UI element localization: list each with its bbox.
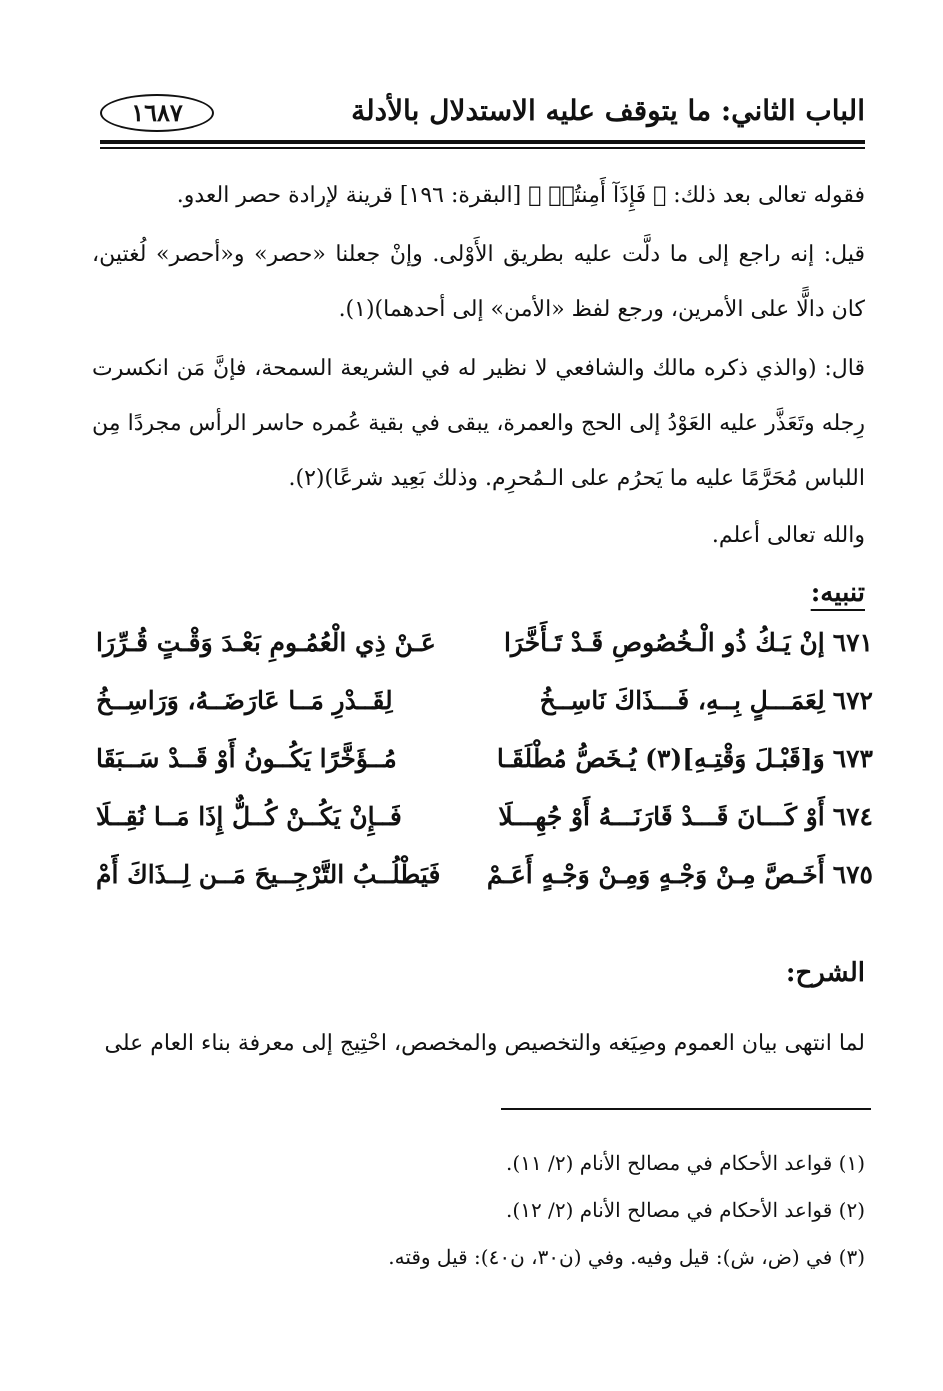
verse-second-hemistich: مُــؤَخَّرًا يَكُــونُ أَوْ قَــدْ سَــبَقَا (96, 744, 397, 773)
verse-first-hemistich (487, 860, 873, 889)
verse-number: ٦٧١ (832, 628, 873, 657)
header-rule-thin (100, 147, 865, 149)
verse-first-hemistich (498, 802, 873, 831)
verse-number: ٦٧٥ (832, 860, 873, 889)
verse-block (96, 628, 873, 918)
verse-number: ٦٧٢ (832, 686, 873, 715)
tanbih-heading: تنبيه: (810, 578, 865, 608)
verse-second-hemistich: فَــإِنْ يَكُــنْ كُــلٌّ إِذَا مَــا نُقِــلَا (96, 802, 402, 831)
paragraph: فقوله تعالى بعد ذلك: ﴿ فَإِذَآ أَمِنتُمۡ ﴾ [البقرة: ١٩٦] قرينة لإرادة حصر العدو. (176, 183, 865, 208)
verse-first-hemistich (540, 686, 873, 715)
hemistich-text: إنْ يَـكُ ذُو الْـخُصُوصِ قَـدْ تَـأَخَّرَا (503, 628, 825, 657)
closing-line: والله تعالى أعلم. (711, 523, 865, 548)
verse-first-hemistich (497, 744, 873, 773)
verse-second-hemistich: لِقَــدْرِ مَــا عَارَضَــهُ، وَرَاسِــخُ (96, 686, 393, 715)
footnote: (٣) في (ض، ش): قيل وفيه. وفي (ن٣٠، ن٤٠): قيل وقته. (388, 1245, 865, 1269)
verse-line (96, 686, 873, 744)
body-text (92, 168, 865, 563)
running-title: الباب الثاني: ما يتوقف عليه الاستدلال بالأدلة (351, 94, 865, 127)
verse-line (96, 860, 873, 918)
verse-number: ٦٧٤ (832, 802, 873, 831)
footnote: (٢) قواعد الأحكام في مصالح الأنام (٢/ ١٢). (506, 1198, 865, 1222)
page-header (100, 92, 865, 140)
footnotes (92, 1140, 865, 1281)
hemistich-text: لِعَمَـــلٍ بِــهِ، فَـــذَاكَ نَاسِــخُ (539, 686, 825, 715)
footnote-separator (501, 1108, 871, 1110)
sharh-paragraph: لما انتهى بيان العموم وصِيَغه والتخصيص والمخصص، احْتِيج إلى معرفة بناء العام على (104, 1031, 865, 1056)
sharh-heading: الشرح: (785, 958, 865, 988)
verse-line (96, 744, 873, 802)
verse-number: ٦٧٣ (832, 744, 873, 773)
paragraph: قال: (والذي ذكره مالك والشافعي لا نظير له في الشريعة السمحة، فإنَّ مَن انكسرت رِجله وتَعَذَّر عليه العَوْدُ إلى الحج والعمرة، يبقى في بقية عُمره حاسر الرأس مجردًا مِن اللباس مُحَرَّمًا عليه ما يَحرُم على الـمُحرِم. وذلك بَعِيد شرعًا)(٢). (92, 356, 865, 491)
verse-second-hemistich: عَـنْ ذِي الْعُمُـومِ بَعْـدَ وَقْـتٍ قُـرِّرَا (96, 628, 436, 657)
hemistich-text: أَوْ كَـــانَ قَـــدْ قَارَنَـــهُ أَوْ جُهِـــلَا (498, 802, 825, 831)
hemistich-text: وَ[قَبْـلَ وَقْتِـهِ](٣) يُـخَصُّ مُطْلَقَـا (496, 744, 825, 773)
header-rule-thick (100, 140, 865, 144)
verse-second-hemistich: فَيَطْلُــبُ التَّرْجِــيحَ مَــن لِــذَاكَ أَمْ (96, 860, 441, 889)
verse-first-hemistich (504, 628, 873, 657)
page-number: ١٦٨٧ (100, 94, 214, 132)
hemistich-text: أَخَـصَّ مِـنْ وَجْـهٍ وَمِـنْ وَجْـهٍ أَعَـمْ (486, 860, 825, 889)
paragraph: قيل: إنه راجع إلى ما دلَّت عليه بطريق الأَوْلى. وإنْ جعلنا «حصر» و«أحصر» لُغتين، كان دالًّا على الأمرين، ورجع لفظ «الأمن» إلى أحدهما)(١). (92, 242, 865, 322)
verse-line (96, 628, 873, 686)
verse-line (96, 802, 873, 860)
footnote: (١) قواعد الأحكام في مصالح الأنام (٢/ ١١). (506, 1151, 865, 1175)
